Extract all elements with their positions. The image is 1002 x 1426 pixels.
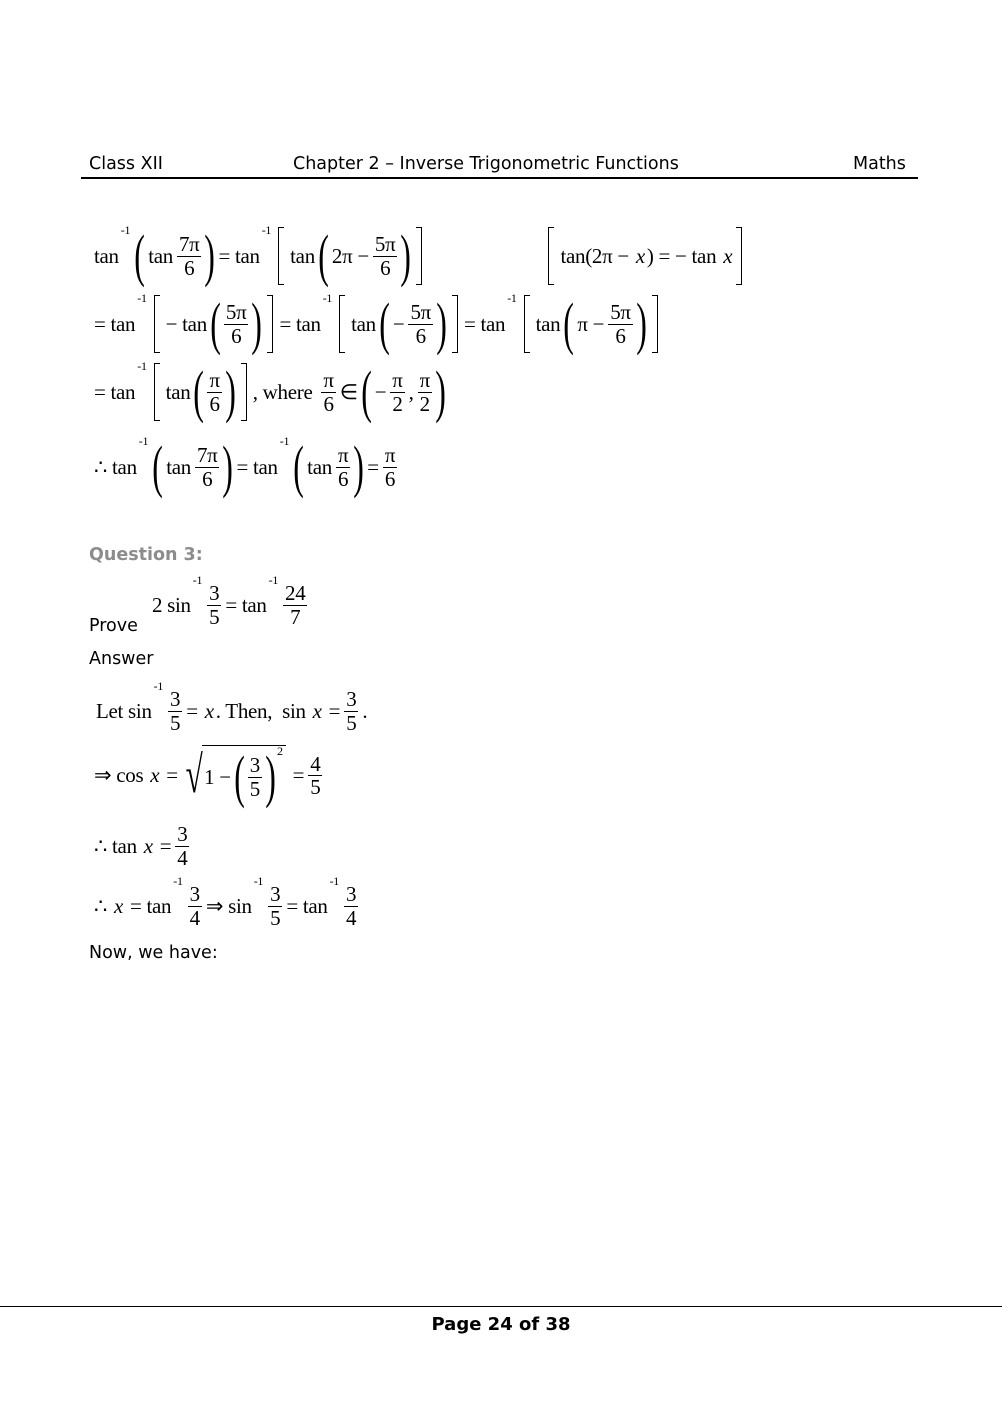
- denominator: 5: [346, 710, 357, 735]
- math-text: −: [374, 379, 387, 404]
- math-text: =: [323, 698, 341, 723]
- math-variable: x: [635, 243, 645, 268]
- math-text: = tan: [225, 592, 267, 617]
- left-paren: (: [193, 359, 205, 424]
- math-text: ⇒ cos: [94, 763, 149, 787]
- left-paren: (: [361, 359, 372, 424]
- denominator: 4: [345, 905, 357, 930]
- answer-step: [94, 679, 369, 739]
- left-paren: (: [563, 291, 575, 356]
- math-line: [92, 291, 662, 356]
- math-expression: [92, 359, 447, 424]
- left-paren: (: [293, 434, 304, 499]
- fraction: [418, 369, 432, 414]
- answer-step: [92, 874, 360, 934]
- numerator: 4: [310, 751, 321, 776]
- denominator: 6: [384, 466, 396, 491]
- math-expression: [92, 874, 360, 934]
- fraction: [248, 754, 262, 799]
- fraction: [175, 823, 189, 868]
- math-text: = tan: [286, 893, 328, 918]
- numerator: 3: [270, 882, 281, 907]
- denominator: 5: [270, 905, 281, 930]
- fraction: [344, 883, 358, 928]
- header-chapter: Chapter 2 – Inverse Trigonometric Functions: [293, 154, 679, 174]
- fraction: [207, 369, 221, 414]
- denominator: 6: [323, 391, 334, 416]
- math-text: tan: [307, 454, 332, 479]
- superscript: -1: [322, 291, 333, 305]
- math-text: ∈: [339, 379, 358, 404]
- left-paren: (: [152, 434, 163, 499]
- math-text: −: [392, 311, 405, 336]
- math-text: = tan: [236, 454, 278, 479]
- footer-rule: [0, 1306, 1002, 1307]
- denominator: 4: [177, 845, 188, 870]
- math-expression: [92, 434, 399, 499]
- denominator: 4: [189, 905, 200, 930]
- numerator: π: [419, 368, 430, 393]
- denominator: 6: [231, 323, 242, 348]
- numerator: π: [209, 368, 220, 393]
- math-text: 1 −: [204, 764, 231, 789]
- math-text: = tan: [94, 379, 136, 404]
- superscript: -1: [268, 573, 279, 587]
- numerator: 3: [345, 882, 357, 907]
- math-text: tan: [94, 243, 119, 268]
- right-bracket: [267, 295, 273, 353]
- math-text: =: [367, 454, 379, 479]
- fraction: [224, 301, 249, 346]
- radicand: [202, 744, 286, 809]
- right-paren: ): [222, 434, 234, 499]
- left-bracket: [548, 227, 554, 285]
- superscript: -1: [153, 679, 164, 693]
- fraction: [283, 582, 307, 627]
- superscript: 2: [277, 744, 283, 758]
- math-text: = tan: [463, 311, 506, 336]
- numerator: 24: [285, 581, 306, 606]
- fraction: [390, 369, 404, 414]
- superscript: -1: [253, 874, 264, 888]
- denominator: 6: [615, 323, 626, 348]
- math-text: ∴ tan: [94, 454, 137, 479]
- math-variable: x: [143, 833, 153, 858]
- math-text: tan: [535, 311, 561, 336]
- math-text: tan(2π −: [560, 243, 634, 268]
- math-text: ) = − tan: [646, 243, 722, 268]
- answer-step: [92, 818, 191, 874]
- superscript: -1: [261, 223, 272, 237]
- math-text: tan: [148, 243, 173, 268]
- denominator: 5: [170, 710, 181, 735]
- numerator: 5π: [610, 300, 631, 325]
- denominator: 6: [202, 466, 213, 491]
- math-line: [92, 434, 399, 499]
- math-text: Let sin: [96, 698, 152, 723]
- math-text: =: [186, 698, 203, 723]
- numerator: 7π: [178, 232, 200, 257]
- fraction: [308, 753, 322, 798]
- math-text: ,: [408, 379, 414, 404]
- right-bracket: [652, 295, 658, 353]
- math-expression: [94, 679, 369, 739]
- left-bracket: [524, 295, 530, 353]
- superscript: -1: [192, 573, 203, 587]
- header-rule: [81, 177, 918, 179]
- math-text: = tan: [279, 311, 321, 336]
- superscript: -1: [173, 874, 183, 888]
- right-paren: ): [251, 291, 263, 356]
- right-paren: ): [353, 434, 364, 499]
- right-bracket: [452, 295, 458, 353]
- question-statement: [150, 573, 309, 633]
- superscript: -1: [329, 874, 339, 888]
- numerator: 3: [209, 581, 220, 606]
- numerator: 5π: [225, 300, 247, 325]
- denominator: 6: [380, 255, 391, 280]
- math-text: tan: [351, 311, 376, 336]
- header-subject: Maths: [853, 154, 906, 174]
- math-text: − tan: [165, 311, 207, 336]
- math-text: .: [362, 698, 368, 723]
- superscript: -1: [137, 359, 147, 373]
- fraction: [195, 444, 220, 489]
- radical-sign: √: [185, 746, 203, 804]
- denominator: 6: [209, 391, 220, 416]
- numerator: 5π: [410, 300, 431, 325]
- fraction: [188, 883, 202, 928]
- page-number: Page 24 of 38: [431, 1314, 571, 1335]
- fraction: [344, 688, 358, 733]
- right-bracket: [416, 227, 422, 285]
- numerator: π: [392, 368, 403, 393]
- left-paren: (: [134, 223, 145, 288]
- left-paren: (: [379, 291, 390, 356]
- numerator: 3: [346, 687, 357, 712]
- fraction: [608, 301, 633, 346]
- denominator: 5: [249, 776, 260, 801]
- math-text: =: [287, 763, 305, 787]
- numerator: 7π: [196, 443, 218, 468]
- denominator: 6: [184, 255, 195, 280]
- closing-text: Now, we have:: [89, 943, 218, 963]
- math-variable: x: [204, 698, 214, 723]
- math-text: 2π −: [331, 243, 369, 268]
- denominator: 5: [209, 604, 220, 629]
- right-paren: ): [635, 291, 647, 356]
- numerator: 3: [189, 882, 200, 907]
- fraction: [383, 444, 397, 489]
- superscript: -1: [507, 291, 517, 305]
- math-expression: [92, 818, 191, 874]
- denominator: 5: [310, 775, 321, 799]
- left-bracket: [339, 295, 345, 353]
- right-paren: ): [435, 359, 446, 424]
- math-text: , where: [252, 379, 318, 404]
- square-root: [180, 744, 286, 809]
- math-variable: x: [312, 698, 322, 723]
- fraction: [321, 369, 335, 414]
- math-text: = tan: [218, 243, 260, 268]
- math-text: ∴: [94, 893, 113, 918]
- right-paren: ): [265, 744, 276, 809]
- left-bracket: [154, 363, 160, 421]
- fraction: [177, 233, 202, 278]
- right-paren: ): [400, 223, 412, 288]
- math-text: tan: [166, 454, 191, 479]
- answer-step: [92, 744, 324, 809]
- answer-label: Answer: [89, 649, 154, 669]
- numerator: π: [323, 368, 334, 393]
- math-text: tan: [290, 243, 315, 268]
- math-text: π −: [577, 311, 605, 336]
- right-paren: ): [204, 223, 216, 288]
- math-line: [92, 223, 746, 288]
- numerator: π: [384, 443, 396, 468]
- left-paren: (: [210, 291, 221, 356]
- numerator: 3: [170, 687, 181, 712]
- numerator: 3: [249, 753, 260, 778]
- right-bracket: [241, 363, 247, 421]
- superscript: -1: [279, 434, 290, 448]
- math-text: =: [161, 763, 178, 787]
- superscript: -1: [120, 223, 131, 237]
- math-text: = tan: [94, 311, 136, 336]
- math-expression: [92, 744, 324, 809]
- math-text: =: [154, 833, 172, 858]
- fraction: [336, 444, 350, 489]
- math-expression: [92, 291, 662, 356]
- math-line: [92, 359, 447, 424]
- prove-label: Prove: [89, 616, 138, 636]
- right-paren: ): [225, 359, 236, 424]
- fraction: [268, 883, 282, 928]
- math-text: ⇒ sin: [205, 893, 252, 918]
- left-bracket: [154, 295, 160, 353]
- superscript: -1: [138, 434, 149, 448]
- left-bracket: [278, 227, 284, 285]
- math-text: ∴ tan: [94, 833, 142, 858]
- right-bracket: [736, 227, 742, 285]
- denominator: 2: [392, 391, 403, 416]
- math-variable: x: [150, 763, 160, 787]
- superscript: -1: [137, 291, 147, 305]
- left-paren: (: [234, 744, 245, 809]
- math-text: . Then, sin: [215, 698, 311, 723]
- math-text: tan: [165, 379, 191, 404]
- question-title: Question 3:: [89, 545, 203, 565]
- math-expression: [92, 223, 746, 288]
- fraction: [373, 233, 398, 278]
- right-paren: ): [436, 291, 447, 356]
- math-variable: x: [114, 893, 124, 918]
- fraction: [408, 301, 433, 346]
- math-expression: [150, 573, 309, 633]
- numerator: 3: [177, 822, 188, 847]
- math-variable: x: [723, 243, 733, 268]
- numerator: 5π: [374, 232, 396, 257]
- fraction: [207, 582, 221, 627]
- denominator: 2: [419, 391, 430, 416]
- header-class: Class XII: [89, 154, 163, 174]
- left-paren: (: [318, 223, 329, 288]
- math-text: = tan: [125, 893, 172, 918]
- denominator: 6: [337, 466, 349, 491]
- math-text: 2 sin: [152, 592, 191, 617]
- numerator: π: [337, 443, 349, 468]
- denominator: 6: [415, 323, 426, 348]
- denominator: 7: [290, 604, 301, 629]
- fraction: [168, 688, 182, 733]
